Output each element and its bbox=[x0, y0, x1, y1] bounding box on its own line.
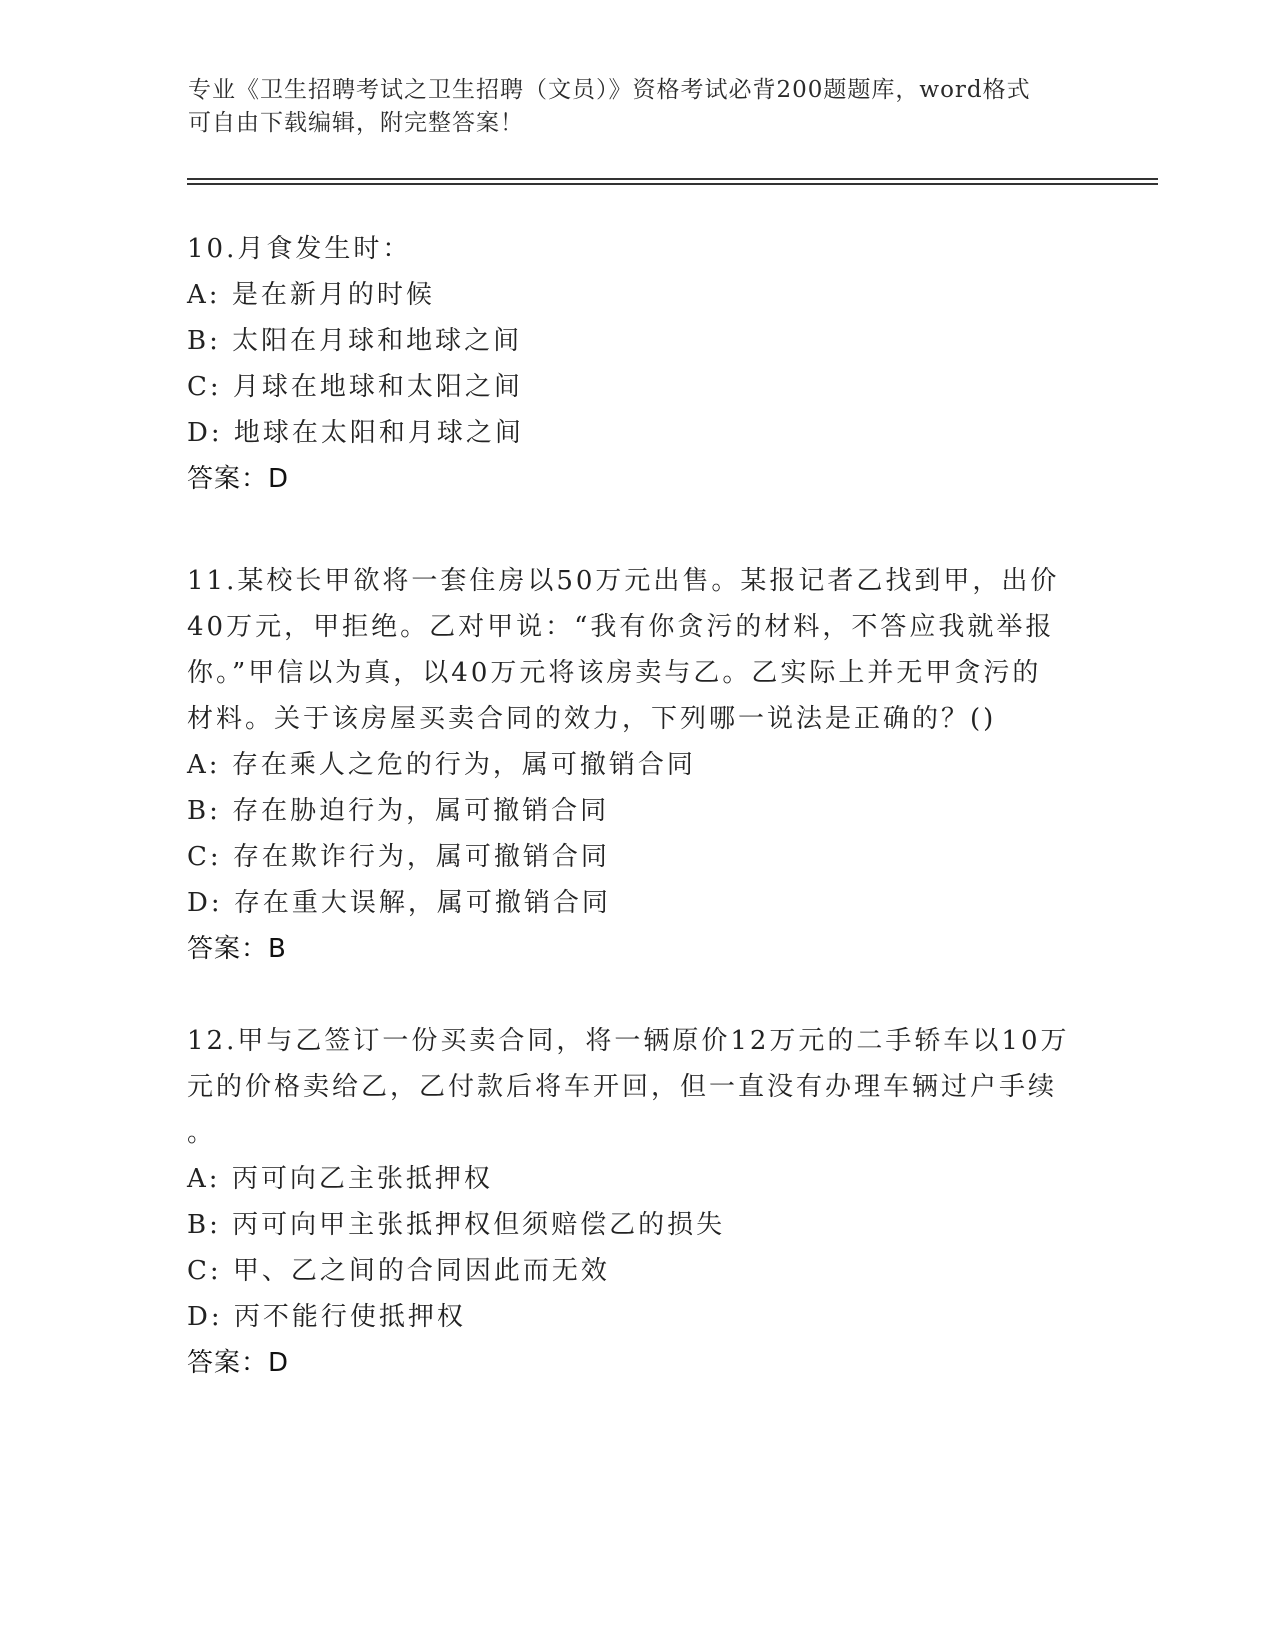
document-header bbox=[188, 74, 1088, 140]
option-c: C: 存在欺诈行为，属可撤销合同 bbox=[187, 842, 610, 872]
question-stem-line: 40万元，甲拒绝。乙对甲说：“我有你贪污的材料，不答应我就举报 bbox=[187, 612, 1055, 642]
option-c: C: 月球在地球和太阳之间 bbox=[187, 372, 523, 402]
option-a: A: 存在乘人之危的行为，属可撤销合同 bbox=[187, 750, 696, 780]
question-stem-line: 。 bbox=[187, 1118, 217, 1148]
answer-label: 答案：B bbox=[187, 934, 287, 964]
header-divider-top bbox=[187, 178, 1158, 180]
option-d: D: 地球在太阳和月球之间 bbox=[187, 418, 524, 448]
question-10 bbox=[187, 226, 1087, 502]
question-stem-line: 12.甲与乙签订一份买卖合同，将一辆原价12万元的二手轿车以10万 bbox=[187, 1026, 1070, 1056]
option-b: B: 存在胁迫行为，属可撤销合同 bbox=[187, 796, 610, 826]
option-c: C: 甲、乙之间的合同因此而无效 bbox=[187, 1256, 610, 1286]
header-divider-bottom bbox=[187, 183, 1158, 185]
answer-label: 答案：D bbox=[187, 464, 290, 494]
question-12 bbox=[187, 1018, 1087, 1386]
question-stem-line: 材料。关于该房屋买卖合同的效力，下列哪一说法是正确的？() bbox=[187, 704, 997, 734]
question-stem-line: 元的价格卖给乙，乙付款后将车开回，但一直没有办理车辆过户手续 bbox=[187, 1072, 1058, 1102]
option-a: A: 丙可向乙主张抵押权 bbox=[187, 1164, 493, 1194]
option-a: A: 是在新月的时候 bbox=[187, 280, 435, 310]
option-b: B: 太阳在月球和地球之间 bbox=[187, 326, 523, 356]
question-stem-line: 10.月食发生时： bbox=[187, 234, 412, 264]
option-b: B: 丙可向甲主张抵押权但须赔偿乙的损失 bbox=[187, 1210, 726, 1240]
header-line-2: 可自由下载编辑，附完整答案！ bbox=[188, 110, 524, 136]
question-stem-line: 你。”甲信以为真，以40万元将该房卖与乙。乙实际上并无甲贪污的 bbox=[187, 658, 1042, 688]
question-11 bbox=[187, 558, 1087, 972]
question-stem-line: 11.某校长甲欲将一套住房以50万元出售。某报记者乙找到甲，出价 bbox=[187, 566, 1060, 596]
header-line-1: 专业《卫生招聘考试之卫生招聘（文员）》资格考试必背200题题库，word格式 bbox=[188, 77, 1031, 103]
answer-label: 答案：D bbox=[187, 1348, 290, 1378]
option-d: D: 存在重大误解，属可撤销合同 bbox=[187, 888, 611, 918]
option-d: D: 丙不能行使抵押权 bbox=[187, 1302, 466, 1332]
